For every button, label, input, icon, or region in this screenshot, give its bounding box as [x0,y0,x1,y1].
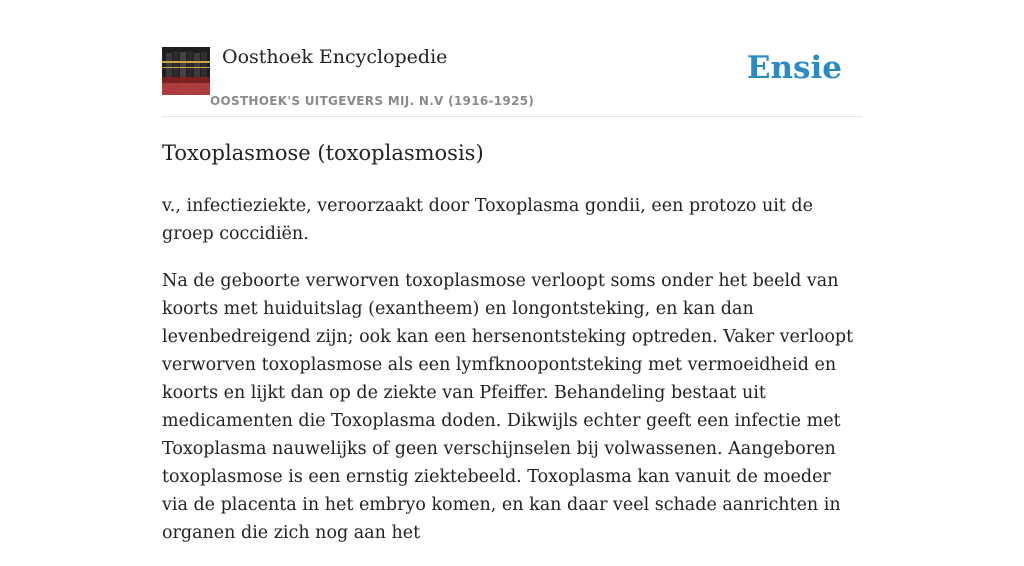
article-body [162,192,862,566]
ensie-logo[interactable]: Ensie [746,50,842,86]
publisher-label: OOSTHOEK'S UITGEVERS MIJ. N.V (1916-1925) [210,94,535,108]
book-spines-icon [162,47,210,95]
article-title: Toxoplasmose (toxoplasmosis) [162,141,484,165]
source-avatar[interactable] [162,47,210,95]
article-paragraph: Na de geboorte verworven toxoplasmose verloopt soms onder het beeld van koorts met huiduitslag (exantheem) en longontsteking, en kan dan levenbedreigend zijn; ook kan een hersenontsteking optreden. Vaker verloopt verworven toxoplasmose als een lymfknoopontsteking met vermoeidheid en koorts en lijkt dan op de ziekte van Pfeiffer. Behandeling bestaat uit medicamenten die Toxoplasma doden. Dikwijls echter geeft een infectie met Toxoplasma nauwelijks of geen verschijnselen bij volwassenen. Aangeboren toxoplasmose is een ernstig ziektebeeld. Toxoplasma kan vanuit de moeder via de placenta in het embryo komen, en kan daar veel schade aanrichten in organen die zich nog aan het [162,271,854,543]
source-header [162,0,862,117]
article-paragraph: v., infectieziekte, veroorzaakt door Toxoplasma gondii, een protozo uit de groep coccidiën. [162,196,813,244]
source-name[interactable]: Oosthoek Encyclopedie [222,46,448,68]
